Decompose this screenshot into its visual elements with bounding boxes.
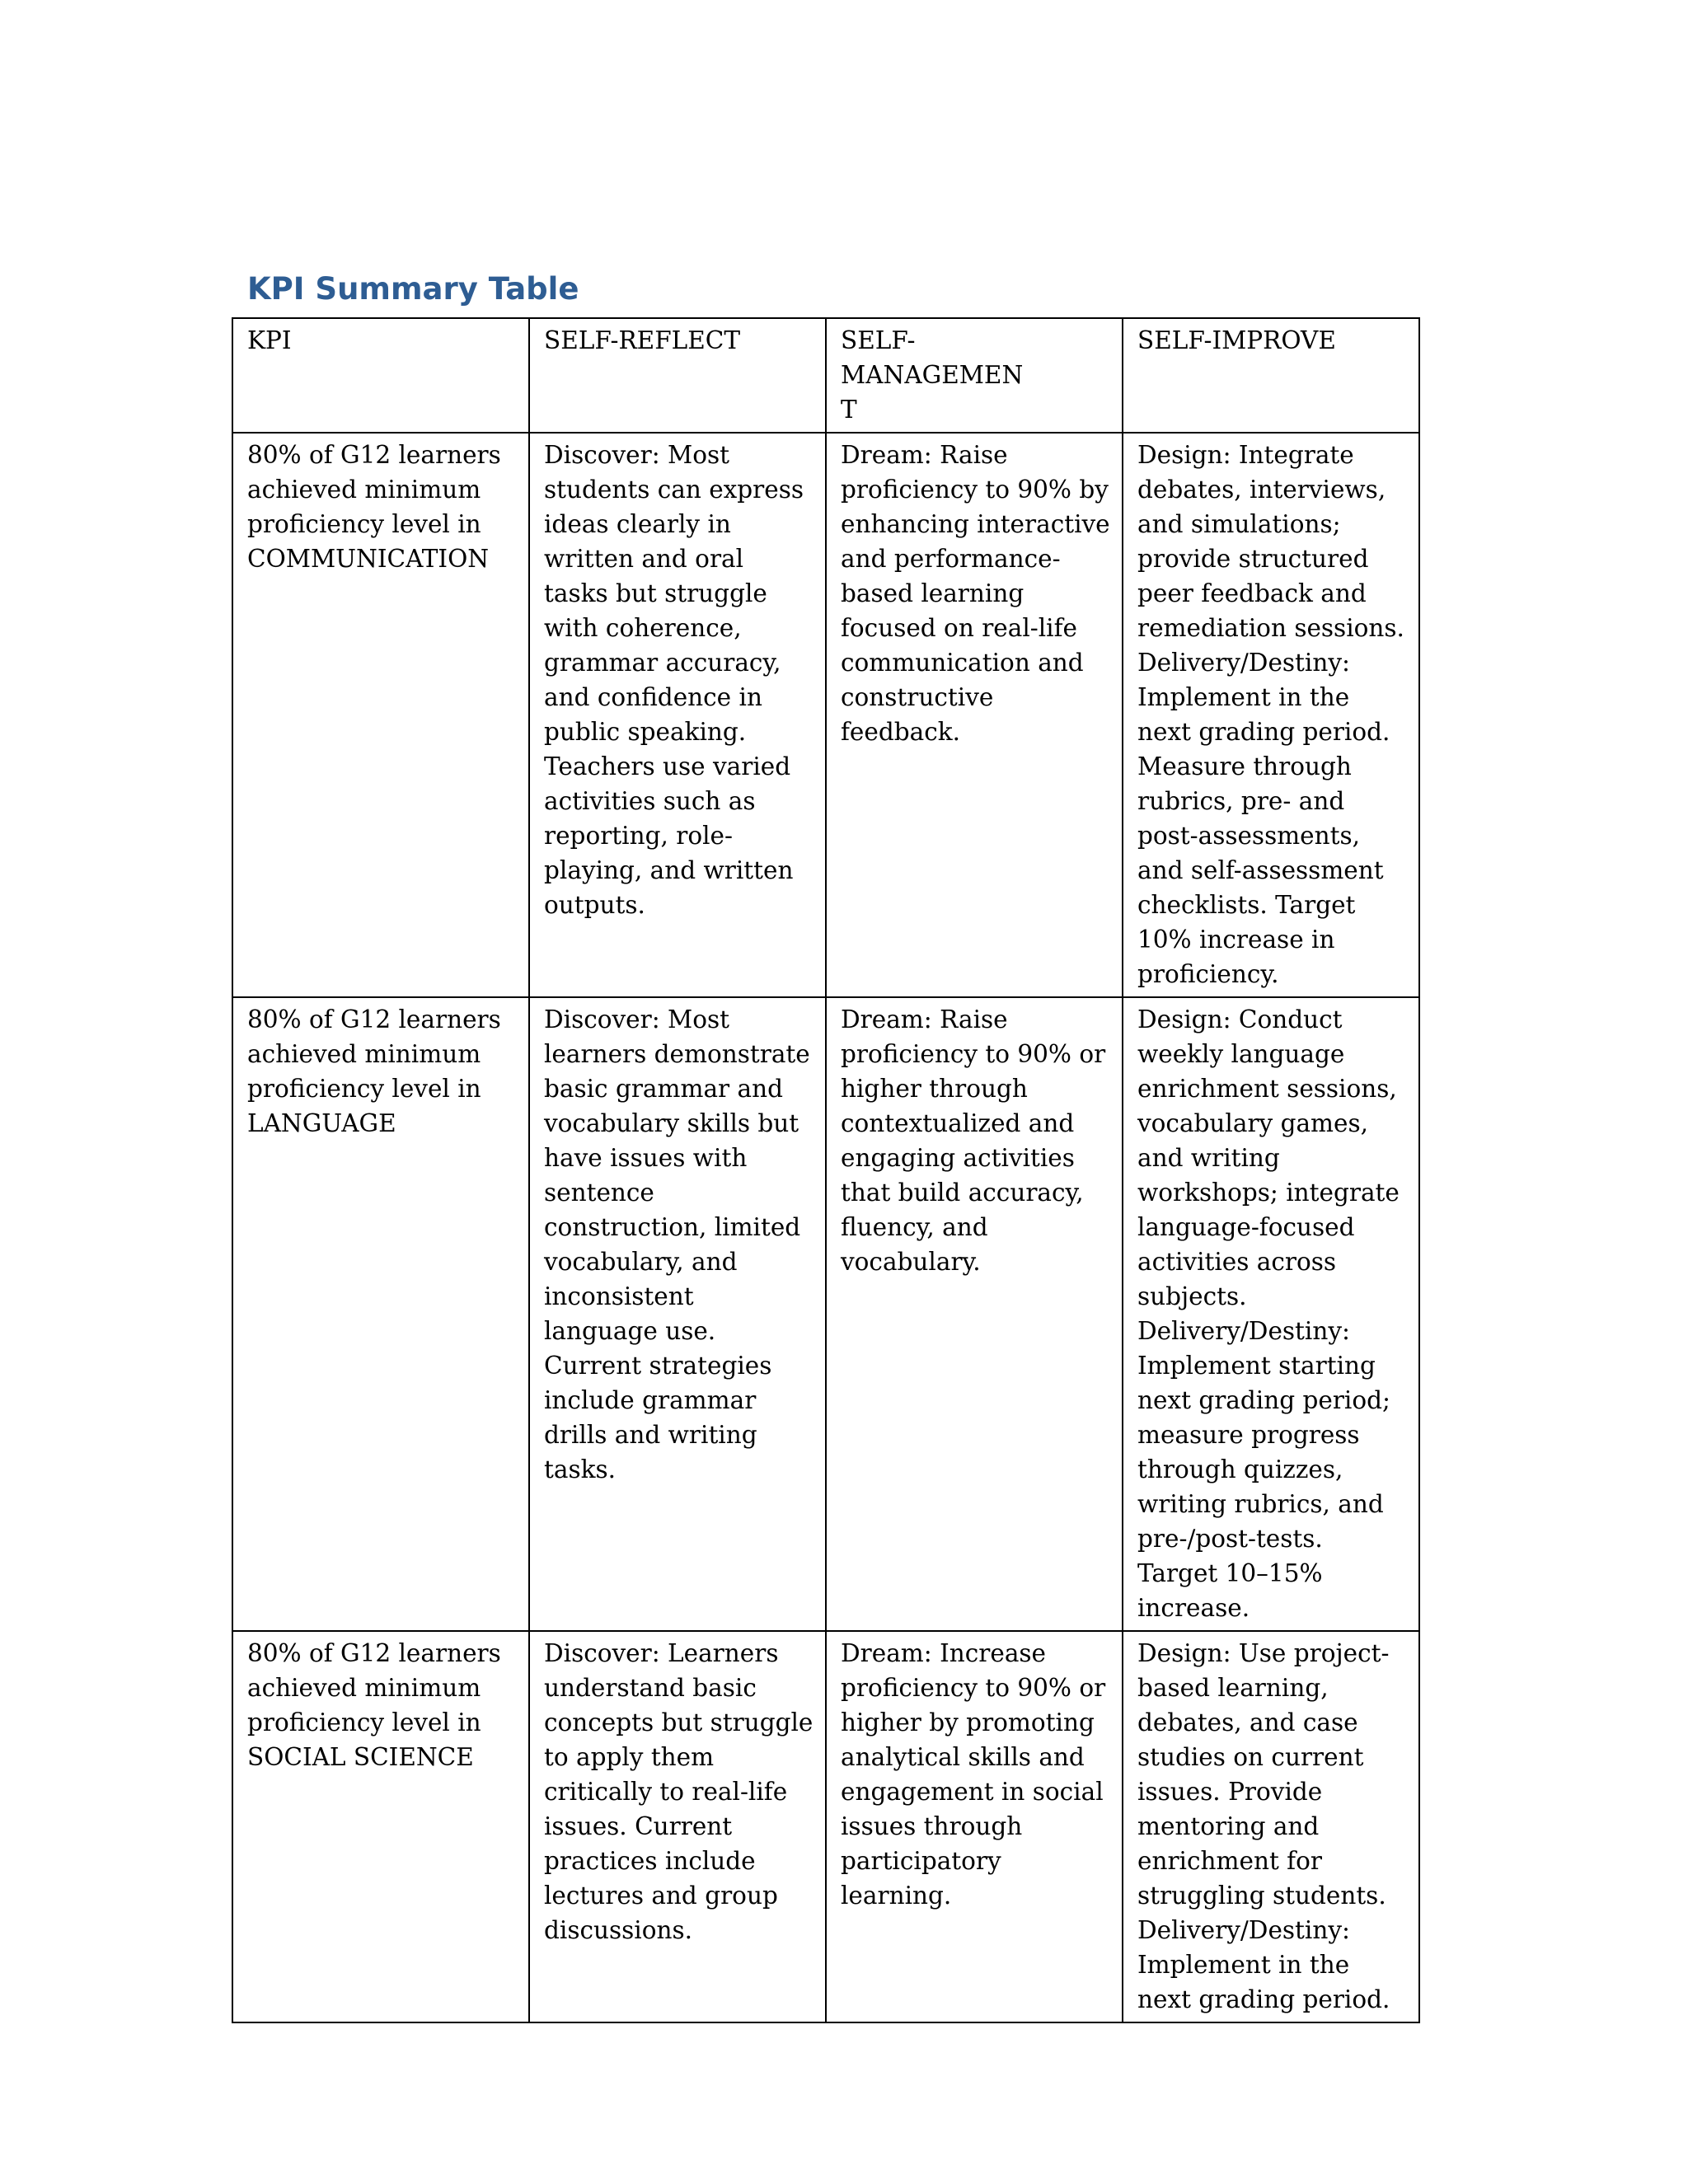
cell-kpi: 80% of G12 learners achieved minimum proficiency level in SOCIAL SCIENCE bbox=[232, 1631, 529, 2022]
cell-self-management: Dream: Raise proficiency to 90% by enhancing interactive and performance-based learning focused on real-life communication and constructive feedback. bbox=[826, 433, 1123, 997]
cell-self-improve: Design: Integrate debates, interviews, and simulations; provide structured peer feedback and remediation sessions. Delivery/Destiny: Implement in the next grading period. Measure through rubrics, pre- and post-assessments, and self-assessment checklists. Target 10% increase in proficiency. bbox=[1123, 433, 1419, 997]
table-row bbox=[232, 433, 1419, 997]
table-row bbox=[232, 1631, 1419, 2022]
cell-self-reflect: Discover: Most learners demonstrate basic grammar and vocabulary skills but have issues with sentence construction, limited vocabulary, and inconsistent language use. Current strategies include grammar drills and writing tasks. bbox=[529, 997, 826, 1631]
table-row bbox=[232, 997, 1419, 1631]
cell-kpi: 80% of G12 learners achieved minimum proficiency level in LANGUAGE bbox=[232, 997, 529, 1631]
cell-self-reflect: Discover: Most students can express ideas clearly in written and oral tasks but struggle with coherence, grammar accuracy, and confidence in public speaking. Teachers use varied activities such as reporting, role-playing, and written outputs. bbox=[529, 433, 826, 997]
header-self-improve: SELF-IMPROVE bbox=[1123, 318, 1419, 433]
cell-self-management: Dream: Increase proficiency to 90% or higher by promoting analytical skills and engagement in social issues through participatory learning. bbox=[826, 1631, 1123, 2022]
cell-self-management: Dream: Raise proficiency to 90% or higher through contextualized and engaging activities that build accuracy, fluency, and vocabulary. bbox=[826, 997, 1123, 1631]
header-self-management bbox=[826, 318, 1123, 433]
document-title: KPI Summary Table bbox=[247, 271, 579, 307]
cell-self-improve: Design: Use project-based learning, debates, and case studies on current issues. Provide mentoring and enrichment for struggling students. Delivery/Destiny: Implement in the next grading period. bbox=[1123, 1631, 1419, 2022]
table-header-row bbox=[232, 318, 1419, 433]
header-kpi: KPI bbox=[232, 318, 529, 433]
header-self-management-label: SELF-MANAGEMENT bbox=[841, 326, 1024, 424]
kpi-summary-table bbox=[232, 317, 1420, 2023]
cell-self-improve: Design: Conduct weekly language enrichment sessions, vocabulary games, and writing workshops; integrate language-focused activities across subjects. Delivery/Destiny: Implement starting next grading period; measure progress through quizzes, writing rubrics, and pre-/post-tests. Target 10–15% increase. bbox=[1123, 997, 1419, 1631]
cell-self-reflect: Discover: Learners understand basic concepts but struggle to apply them critically to real-life issues. Current practices include lectures and group discussions. bbox=[529, 1631, 826, 2022]
header-self-reflect: SELF-REFLECT bbox=[529, 318, 826, 433]
cell-kpi: 80% of G12 learners achieved minimum proficiency level in COMMUNICATION bbox=[232, 433, 529, 997]
